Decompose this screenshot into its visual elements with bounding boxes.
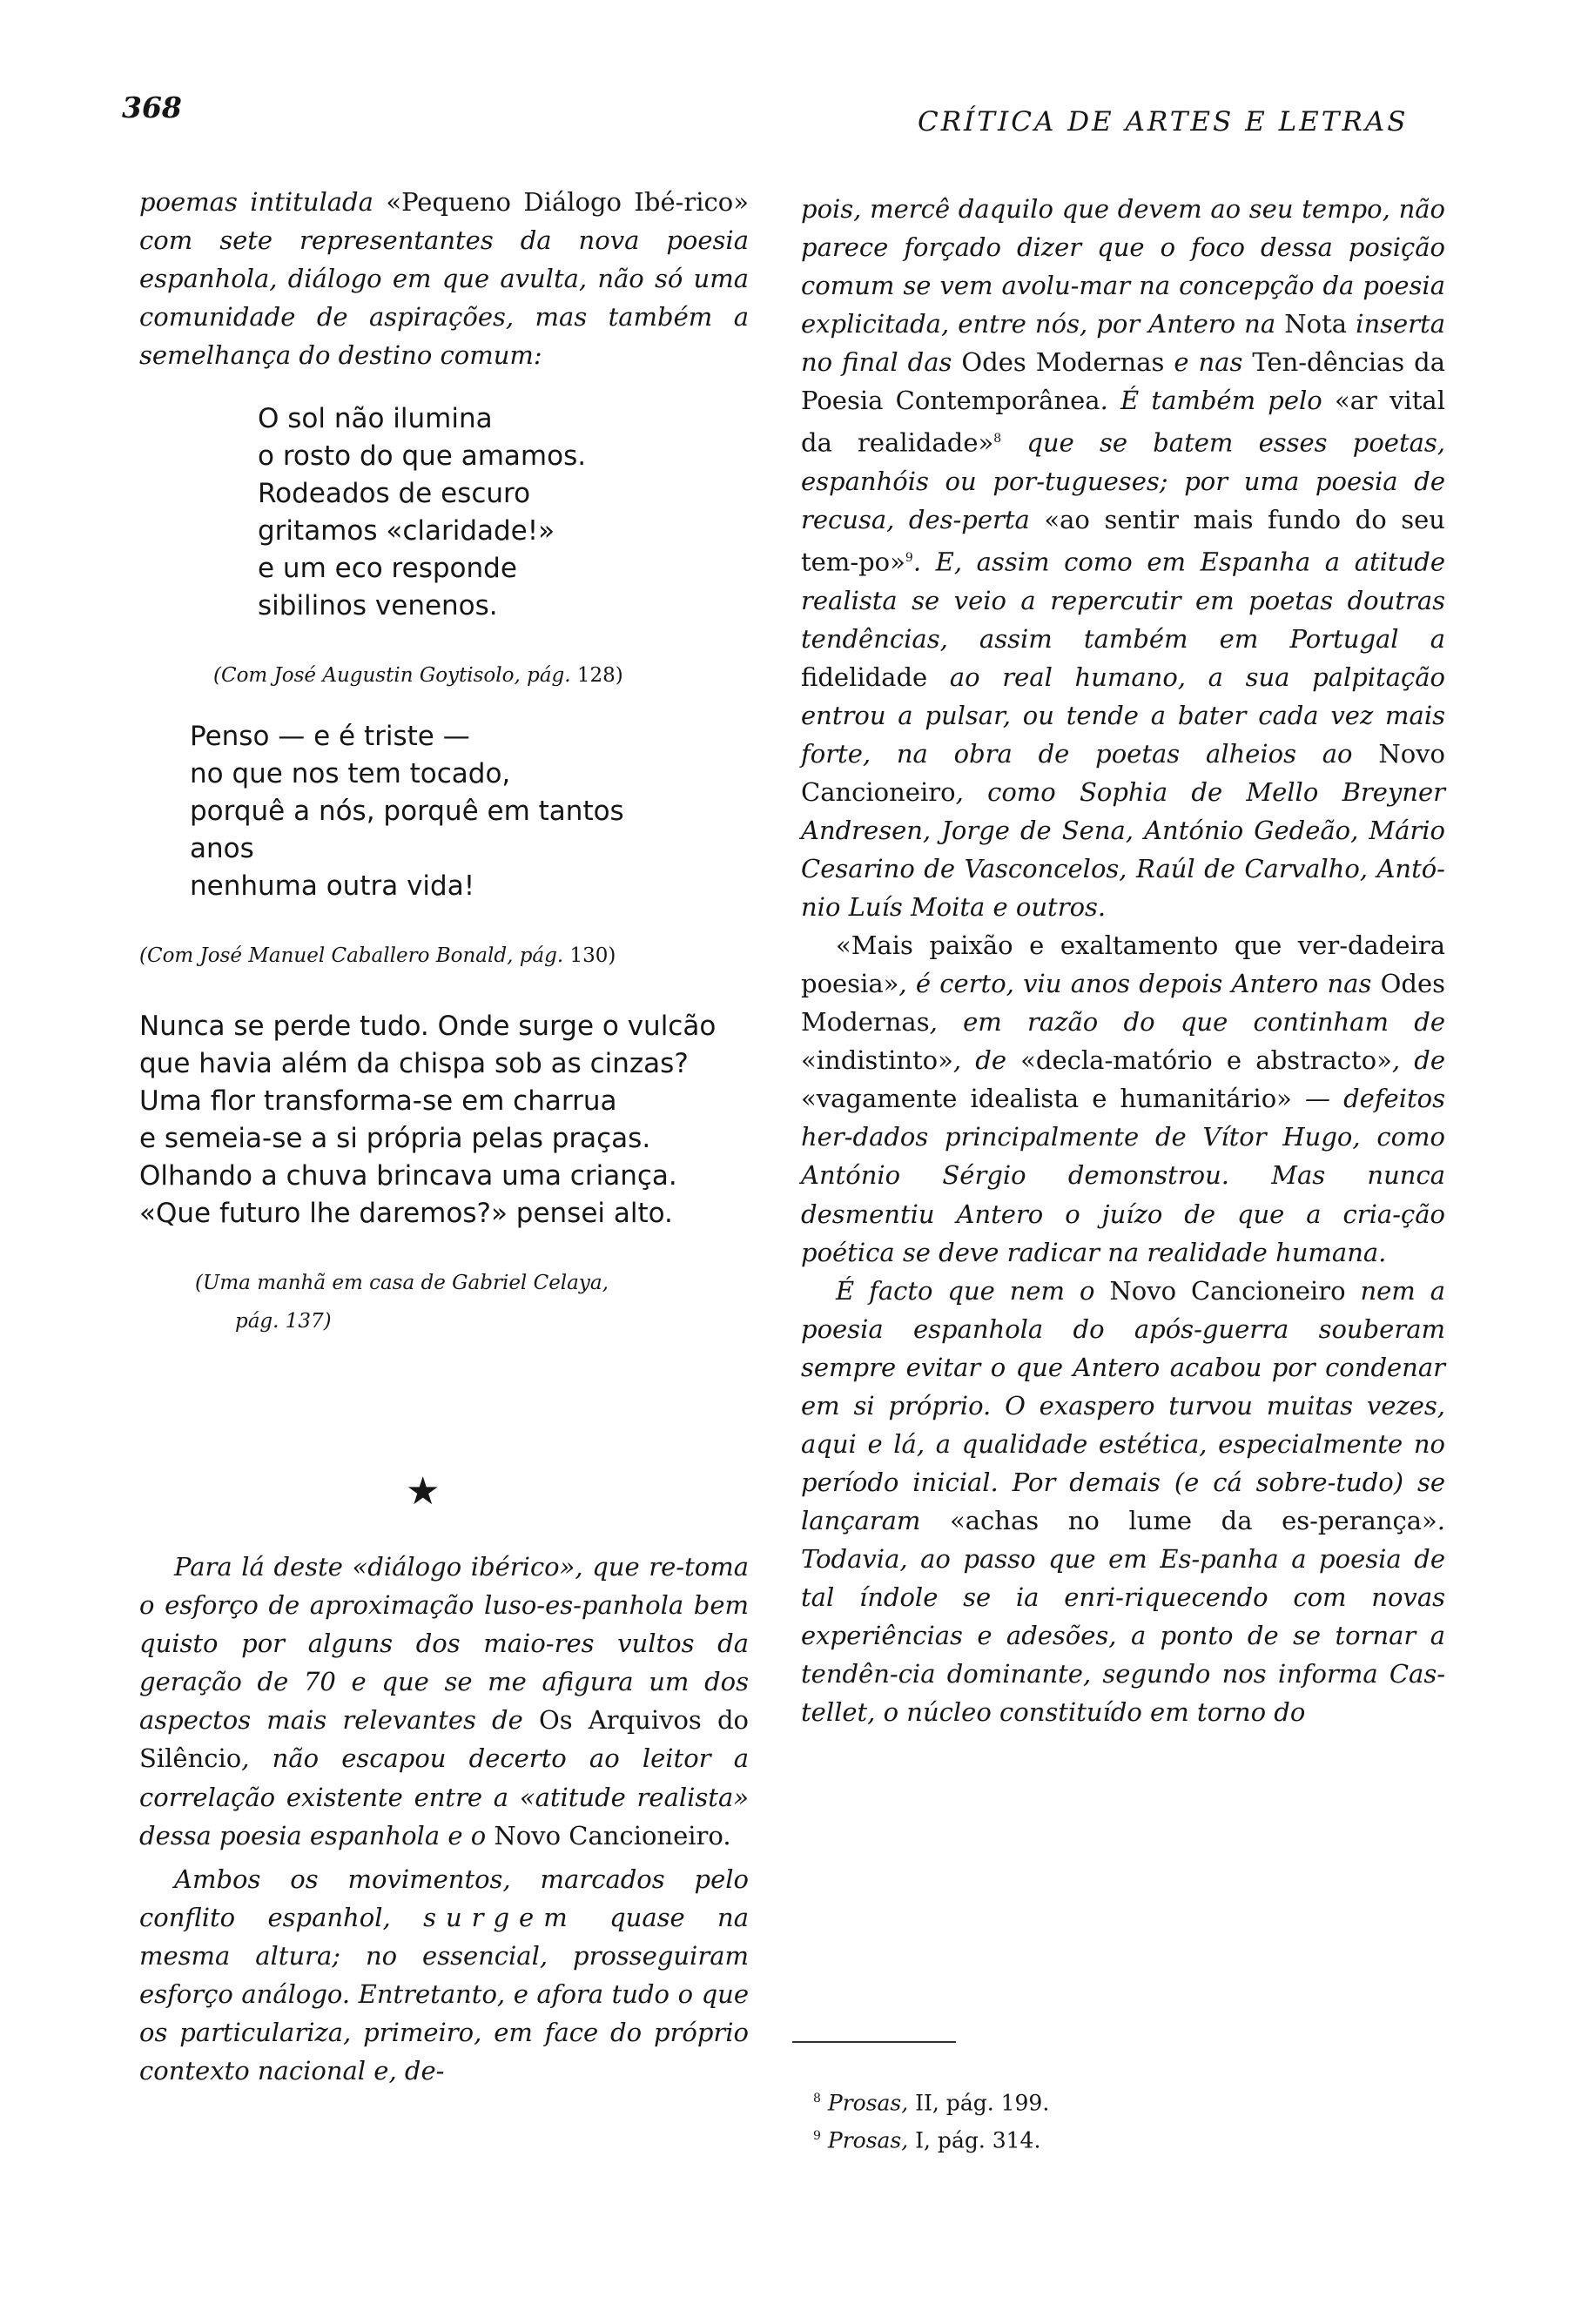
intro-text-c: com sete representantes da nova poesia espanhola, diálogo em que avulta, não só uma comunidade de aspirações, mas também a semelhança do destino comum: [139,225,749,371]
paragraph-text: . É também pelo [1100,386,1335,416]
quote-declamatorio: «decla-matório e abstracto» [1020,1045,1392,1076]
paragraph-text: , como Sophia de Mello Breyner Andresen, Jorge de Sena, António Gedeão, Mário Cesarino de Vasconcelos, Raúl de Carvalho, Antó-nio Luís Moita e outros. [801,777,1445,923]
poem-celaya [139,1008,749,1233]
quote-indistinto: «indistinto» [801,1045,953,1076]
paragraph-antero [801,190,1445,926]
paragraph-text: ao real humano, a sua palpitação entrou a pulsar, ou tende a bater cada vez mais forte, na obra de poetas alheios ao [801,662,1445,769]
running-head: CRÍTICA DE ARTES E LETRAS [918,106,1409,138]
poem-line: que havia além da chispa sob as cinzas? [139,1047,689,1079]
footnote-divider [792,2041,956,2043]
footnote-8 [813,2082,1049,2119]
right-column [801,190,1445,1731]
poem-line: Olhando a chuva brincava uma criança. [139,1159,677,1192]
poem-line: Penso — e é triste — [190,720,470,752]
book-title-tendencias: Ten-dências da Poesia Contemporânea [801,347,1445,416]
paragraph-text: e nas [1164,347,1253,378]
footnote-title: Prosas, [827,2127,909,2153]
roman-text: fidelidade [801,662,928,692]
paragraph-text: Para lá deste «diálogo ibérico», que re-toma o esforço de aproximação luso-es-panhola bem quisto por alguns dos maio-res vultos da geração de 70 e que se me afigura um dos aspectos mais relevantes de [139,1552,749,1736]
roman-text: Nota [1284,309,1348,339]
paragraph-text: — defeitos her-dados principalmente de Vítor Hugo, como António Sérgio demonstrou. Mas nunca desmentiu Antero o juízo de que a cria-ção poética se deve radicar na realidade humana. [801,1084,1445,1267]
book-title-odes-modernas: Odes Modernas [801,969,1445,1038]
citation-caballero-bonald [139,937,749,975]
star-separator: ★ [406,1469,441,1514]
paragraph-mais-paixao [801,926,1445,1271]
poem-line: «Que futuro lhe daremos?» pensei alto. [139,1197,673,1229]
citation-celaya [195,1264,749,1302]
paragraph-text: que se batem esses poetas, espanhóis ou por-tugueses; por uma poesia de recusa, des-perta [801,427,1445,535]
quote-sentir: «ao sentir mais fundo do seu tem-po» [801,505,1445,577]
book-title-odes-modernas: Odes Modernas [961,347,1165,378]
quote-mais-paixao: «Mais paixão e exaltamento que ver-dadeira poesia» [801,930,1445,999]
quote-achas: «achas no lume da es-perança» [950,1505,1437,1535]
paragraph-text: quase na mesma altura; no essencial, prosseguiram esforço análogo. Entretanto, e afora tudo o que os particulariza, primeiro, em face do próprio contexto nacional e, de- [139,1902,749,2086]
poem-line: anos [190,832,254,864]
paragraph-text: , não escapou decerto ao leitor a correlação existente entre a «atitude realista» dessa poesia espanhola e o [139,1743,749,1850]
poem-line: gritamos «claridade!» [258,515,555,547]
citation-text: (Com José Augustin Goytisolo, pág. [213,664,577,688]
footnote-text: II, pág. 199. [908,2090,1050,2116]
page-number: 368 [122,91,182,124]
paragraph-ambos-movimentos [139,1860,749,2091]
poem-line: Uma flor transforma-se em charrua [139,1085,617,1117]
footnotes [813,2082,1049,2158]
paragraph-text: . Todavia, ao passo que em Es-panha a poesia de tal índole se ia enri-riquecendo com novas experiências e adesões, a ponto de se tornar a tendên-cia dominante, segundo nos informa Cas-tellet, o núcleo constituído em torno do [801,1505,1445,1728]
intro-paragraph [139,183,749,374]
poem-line: e um eco responde [258,553,517,585]
paragraph-text: , de [1391,1045,1446,1076]
paragraph-text: . E, assim como em Espanha a atitude realista se veio a repercutir em poetas doutras tendências, assim também em Portugal a [801,547,1445,654]
poem-line: porquê a nós, porquê em tantos [190,795,624,827]
paragraph-text: É facto que nem o [836,1275,1110,1306]
paragraph-text: , em razão do que continham de [929,1007,1445,1038]
footnote-9 [813,2119,1049,2157]
paragraph-text: pois, mercê daquilo que devem ao seu tempo, não parece forçado dizer que o foco dessa posição comum se vem avolu-mar na concepção da poesia explicitada, entre nós, por Antero na [801,194,1445,339]
paragraph-text: , é certo, viu anos depois Antero nas [898,969,1381,999]
book-title-novo-cancioneiro: Novo Cancioneiro [801,738,1445,808]
left-column [139,183,749,1340]
paragraph-text: . [723,1820,731,1850]
footnote-ref-9[interactable]: 9 [905,551,913,566]
quote-idealista: «vagamente idealista e humanitário» [801,1084,1292,1114]
citation-page: 128) [576,664,623,688]
intro-title: «Pequeno Diálogo Ibé-rico» [386,187,749,217]
book-title-novo-cancioneiro: Novo Cancioneiro [1109,1275,1346,1306]
citation-text: (Com José Manuel Caballero Bonald, pág. [139,944,570,967]
citation-text: (Uma manhã em casa de Gabriel Celaya, [195,1271,609,1294]
poem-line: Rodeados de escuro [258,478,531,510]
left-column-lower [139,1548,749,2090]
poem-goytisolo [258,400,749,625]
poem-caballero-bonald [190,718,749,905]
poem-line: Nunca se perde tudo. Onde surge o vulcão [139,1010,717,1042]
paragraph-dialogo-iberico [139,1548,749,1855]
footnote-ref-8[interactable]: 8 [993,432,1002,447]
book-title-arquivos: Os Arquivos do Silêncio [139,1705,749,1774]
footnote-text: I, pág. 314. [908,2127,1041,2153]
spaced-word: surgem [423,1902,577,1932]
paragraph-text: nem a poesia espanhola do após-guerra souberam sempre evitar o que Antero acabou por condenar em si próprio. O exaspero turvou muitas vezes, aqui e lá, a qualidade estética, especialmente no período inicial. Por demais (e cá sobre-tudo) se lançaram [801,1275,1445,1535]
poem-line: sibilinos venenos. [258,590,498,622]
intro-text-a: poemas intitulada [139,187,387,217]
footnote-title: Prosas, [827,2090,909,2116]
poem-line: O sol não ilumina [258,403,493,435]
footnote-number: 9 [813,2129,821,2144]
quote-ar-vital: «ar vital da realidade» [801,386,1445,458]
paragraph-e-facto [801,1272,1445,1732]
citation-celaya-page: pág. 137) [235,1309,332,1333]
paragraph-text: inserta no final das [801,309,1445,378]
footnote-number: 8 [813,2092,821,2106]
citation-page: 130) [569,944,616,967]
book-title-novo-cancioneiro: Novo Cancioneiro [494,1820,723,1850]
citation-goytisolo [213,656,749,695]
poem-line: nenhuma outra vida! [190,870,475,902]
poem-line: no que nos tem tocado, [190,757,511,789]
poem-line: o rosto do que amamos. [258,440,587,473]
paragraph-text: , de [952,1045,1021,1076]
paragraph-text: Ambos os movimentos, marcados pelo conflito espanhol, [139,1864,749,1932]
poem-line: e semeia-se a si própria pelas praças. [139,1122,651,1154]
